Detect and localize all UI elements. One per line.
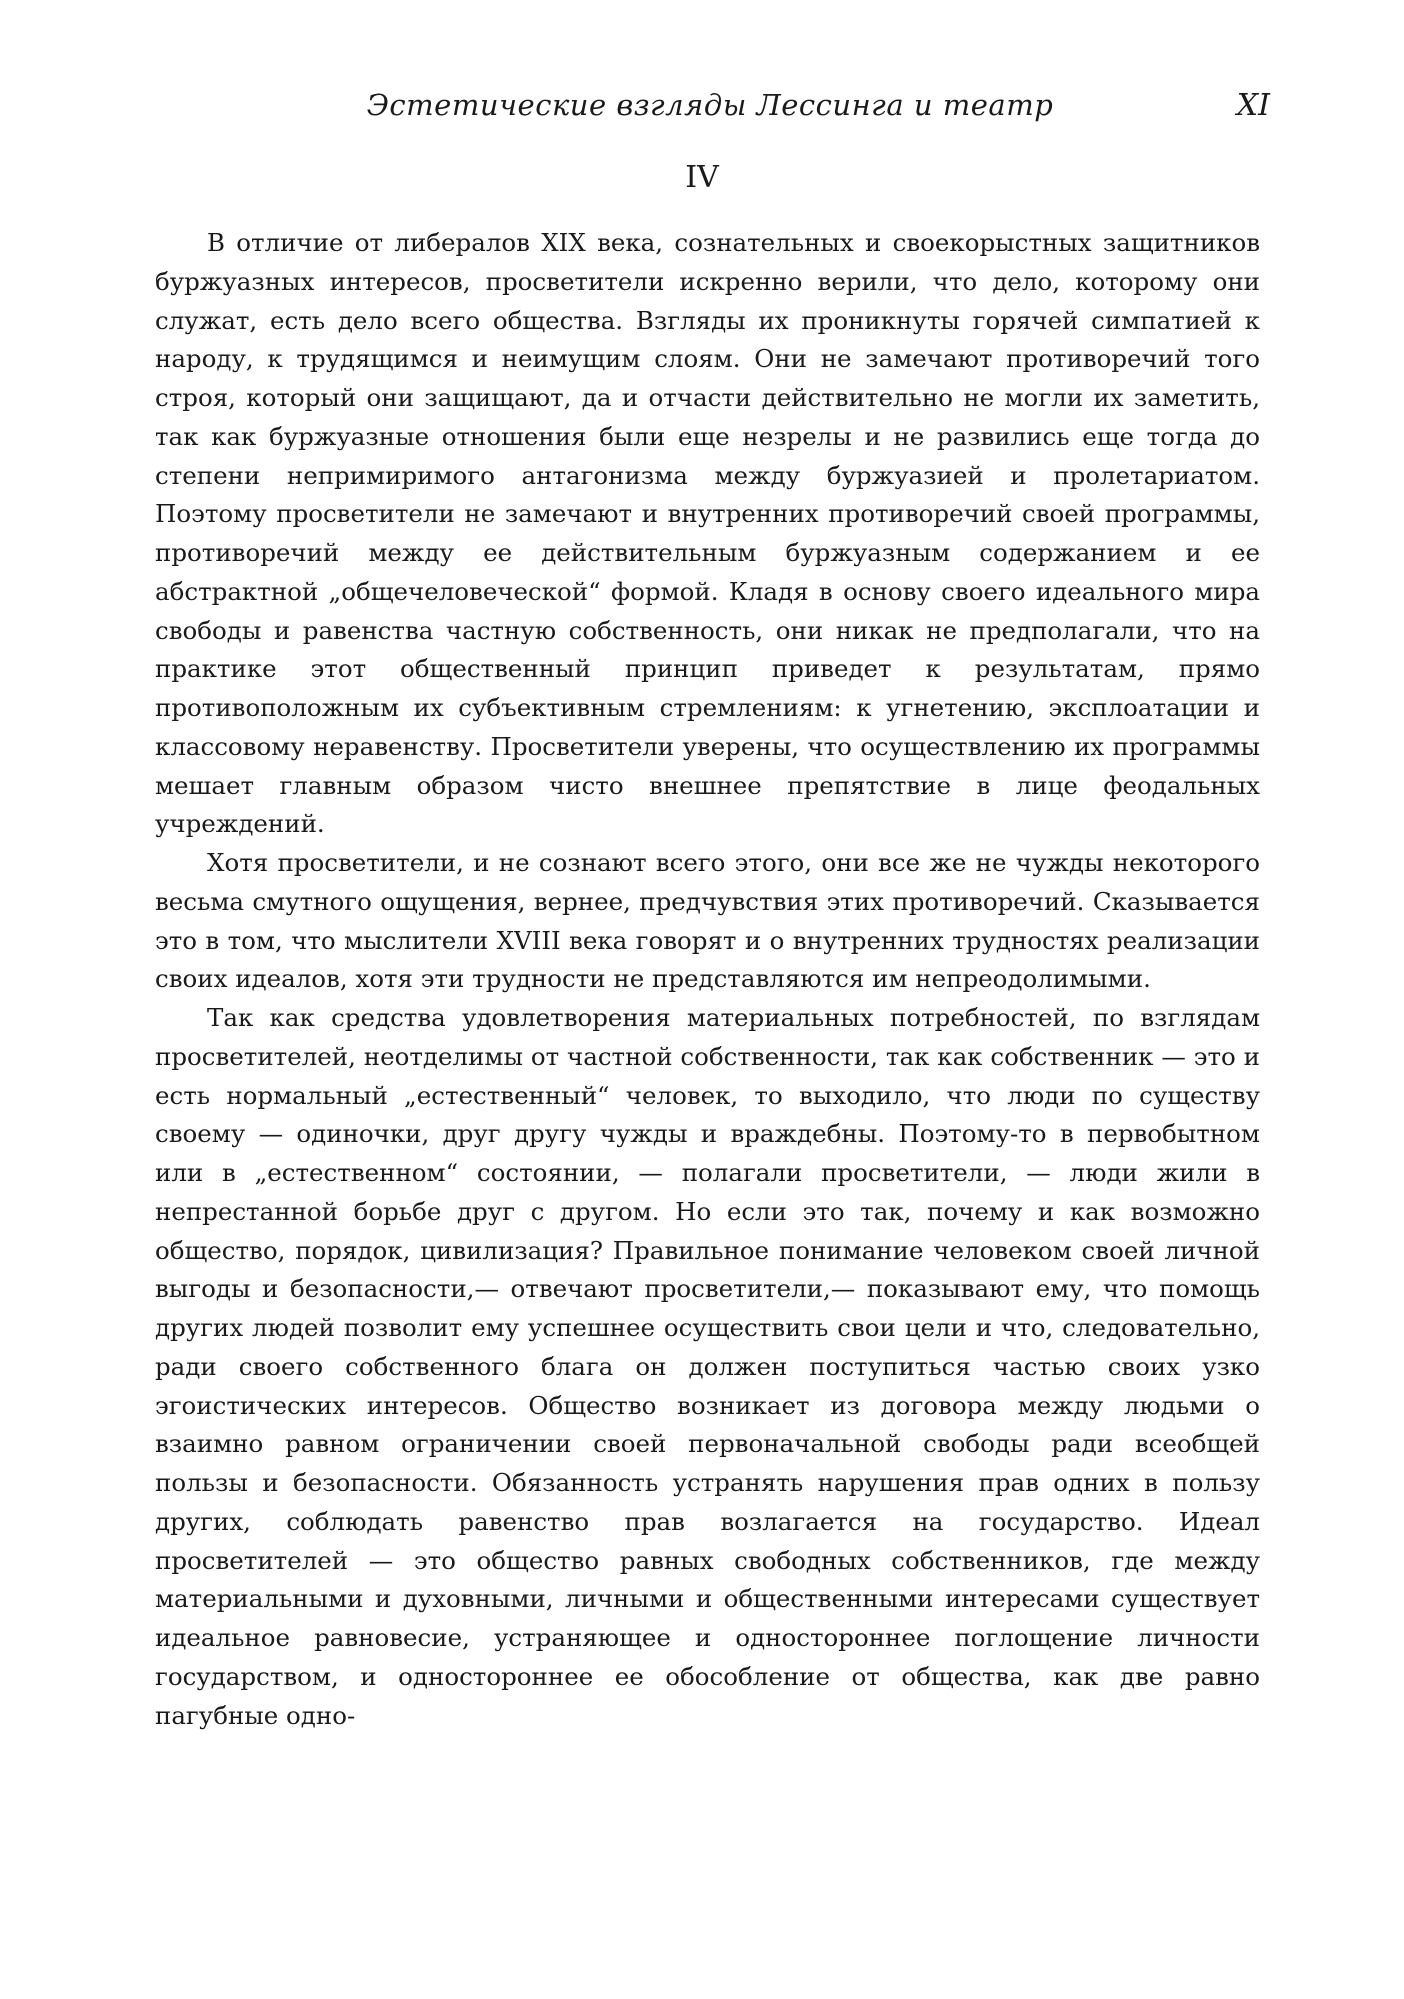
- running-title: Эстетические взгляды Лессинга и театр: [366, 88, 1054, 122]
- paragraph: В отличие от либералов XIX века, сознательных и своекорыстных защитников буржуазных интересов, просветители искренно верили, что дело, которому они служат, есть дело всего общества. Взгляды их проникнуты горячей симпатией к народу, к трудящимся и неимущим слоям. Они не замечают противоречий того строя, который они защищают, да и отчасти действительно не могли их заметить, так как буржуазные отношения были еще незрелы и не развились еще тогда до степени непримиримого антагонизма между буржуазией и пролетариатом. Поэтому просветители не замечают и внутренних противоречий своей программы, противоречий между ее действительным буржуазным содержанием и ее абстрактной „общечеловеческой“ формой. Кладя в основу своего идеального мира свободы и равенства частную собственность, они никак не предполагали, что на практике этот общественный принцип приведет к результатам, прямо противоположным их субъективным стремлениям: к угнетению, эксплоатации и классовому неравенству. Просветители уверены, что осуществлению их программы мешает главным образом чисто внешнее препятствие в лице феодальных учреждений.: [155, 228, 1260, 839]
- paragraph: Хотя просветители, и не сознают всего этого, они все же не чужды некоторого весьма смутного ощущения, вернее, предчувствия этих противоречий. Сказывается это в том, что мыслители XVIII века говорят и о внутренних трудностях реализации своих идеалов, хотя эти трудности не представляются им непреодолимыми.: [155, 848, 1260, 994]
- page-number: XI: [1236, 88, 1270, 123]
- body-text: [155, 224, 1260, 1735]
- paragraph: Так как средства удовлетворения материальных потребностей, по взглядам просветителей, неотделимы от частной собственности, так как собственник — это и есть нормальный „естественный“ человек, то выходило, что люди по существу своему — одиночки, друг другу чужды и враждебны. Поэтому-то в первобытном или в „естественном“ состоянии, — полагали просветители, — люди жили в непрестанной борьбе друг с другом. Но если это так, почему и как возможно общество, порядок, цивилизация? Правильное понимание человеком своей личной выгоды и безопасности,— отвечают просветители,— показывают ему, что помощь других людей позволит ему успешнее осуществить свои цели и что, следовательно, ради своего собственного блага он должен поступиться частью своих узко эгоистических интересов. Общество возникает из договора между людьми о взаимно равном ограничении своей первоначальной свободы ради всеобщей пользы и безопасности. Обязанность устранять нарушения прав одних в пользу других, соблюдать равенство прав возлагается на государство. Идеал просветителей — это общество равных свободных собственников, где между материальными и духовными, личными и общественными интересами существует идеальное равновесие, устраняющее и одностороннее поглощение личности государством, и одностороннее ее обособление от общества, как две равно пагубные одно-: [155, 1003, 1260, 1730]
- running-head: [150, 88, 1270, 128]
- chapter-number: IV: [685, 160, 719, 195]
